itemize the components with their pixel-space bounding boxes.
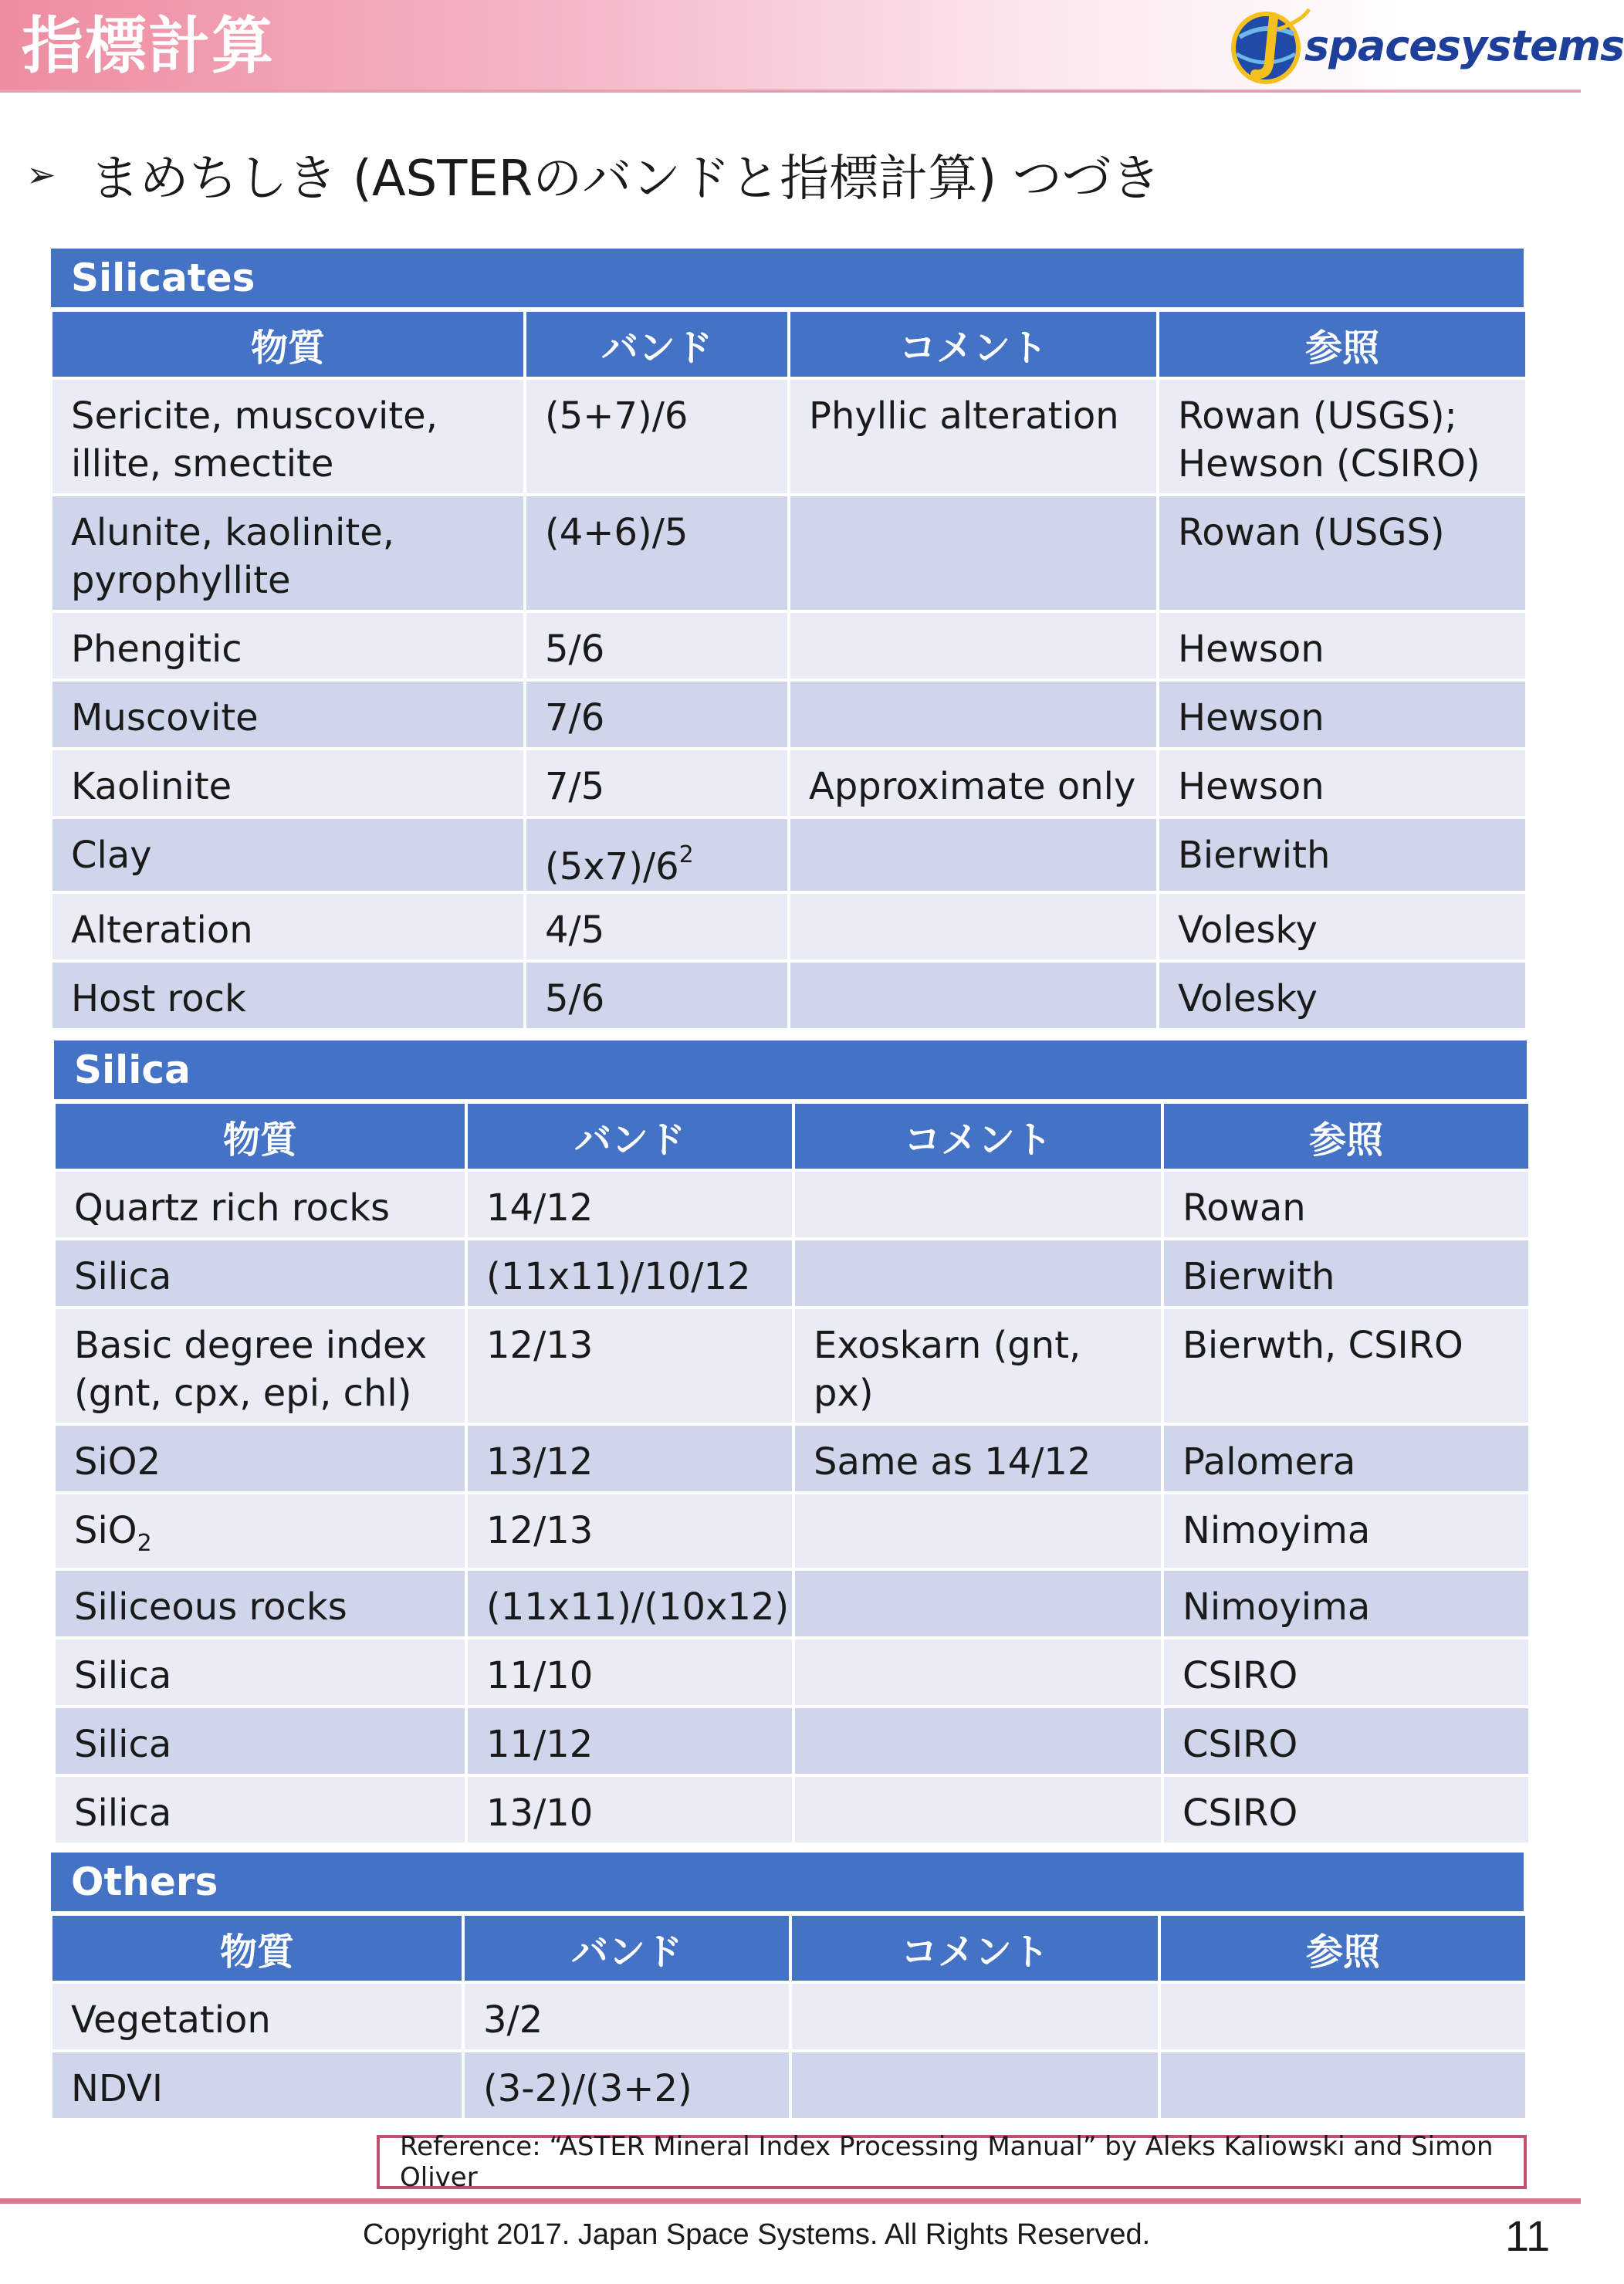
cell-band: 7/5 [525, 749, 789, 817]
cell-comment [789, 892, 1158, 961]
cell-reference: Nimoyima [1162, 1493, 1530, 1569]
band-superscript: 2 [678, 841, 694, 868]
column-header-comment: コメント [793, 1102, 1162, 1170]
cell-substance: Silica [54, 1239, 466, 1308]
cell-comment [793, 1707, 1162, 1775]
cell-reference: Volesky [1158, 961, 1527, 1030]
column-header-reference: 参照 [1159, 1914, 1527, 1982]
table-header-row [51, 1914, 1527, 1982]
cell-band [525, 817, 789, 892]
cell-comment [789, 611, 1158, 680]
cell-substance: Siliceous rocks [54, 1569, 466, 1638]
cell-reference: Rowan (USGS) [1158, 495, 1527, 611]
cell-comment [789, 680, 1158, 749]
cell-reference [1159, 2051, 1527, 2120]
cell-band: (11x11)/(10x12) [466, 1569, 793, 1638]
cell-reference: Hewson [1158, 611, 1527, 680]
table-row [54, 1239, 1530, 1308]
table-row [51, 611, 1527, 680]
cell-reference: Volesky [1158, 892, 1527, 961]
copyright-text: Copyright 2017. Japan Space Systems. All Rights Reserved. [363, 2218, 1151, 2251]
column-header-substance: 物質 [51, 1914, 463, 1982]
column-header-substance: 物質 [54, 1102, 466, 1170]
cell-band: 12/13 [466, 1308, 793, 1424]
others-section [49, 1851, 1525, 2121]
table-row [51, 817, 1527, 892]
cell-comment [793, 1170, 1162, 1239]
cell-substance: Sericite, muscovite, illite, smectite [51, 378, 525, 495]
silica-title: Silica [52, 1039, 1528, 1101]
cell-comment: Same as 14/12 [793, 1424, 1162, 1493]
logo-text: spacesystems [1304, 22, 1624, 70]
table-row [51, 495, 1527, 611]
table-row [51, 680, 1527, 749]
silicates-table [49, 309, 1528, 1031]
page-title: 指標計算 [22, 10, 275, 82]
others-title: Others [49, 1851, 1525, 1913]
cell-comment [793, 1638, 1162, 1707]
header-bar [0, 0, 1624, 91]
others-table [49, 1913, 1528, 2121]
cell-substance: Basic degree index (gnt, cpx, epi, chl) [54, 1308, 466, 1424]
cell-comment: Approximate only [789, 749, 1158, 817]
cell-band: 14/12 [466, 1170, 793, 1239]
cell-reference: Rowan (USGS); Hewson (CSIRO) [1158, 378, 1527, 495]
cell-substance [54, 1493, 466, 1569]
table-row [51, 1982, 1527, 2051]
silica-section [52, 1039, 1528, 1846]
cell-substance: Kaolinite [51, 749, 525, 817]
cell-band: 13/12 [466, 1424, 793, 1493]
column-header-band: バンド [466, 1102, 793, 1170]
cell-reference [1159, 1982, 1527, 2051]
table-row [54, 1569, 1530, 1638]
cell-comment [790, 2051, 1159, 2120]
substance-text: SiO [74, 1509, 137, 1552]
cell-substance: Alteration [51, 892, 525, 961]
cell-comment [793, 1493, 1162, 1569]
cell-substance: Alunite, kaolinite, pyrophyllite [51, 495, 525, 611]
arrow-bullet-icon: ➢ [26, 154, 56, 195]
cell-reference: CSIRO [1162, 1775, 1530, 1844]
table-row [51, 892, 1527, 961]
cell-reference: CSIRO [1162, 1638, 1530, 1707]
cell-comment [790, 1982, 1159, 2051]
reference-note: Reference: “ASTER Mineral Index Processing Manual” by Aleks Kaliowski and Simon Oliver [377, 2135, 1527, 2189]
cell-reference: Bierwth, CSIRO [1162, 1308, 1530, 1424]
silicates-title: Silicates [49, 247, 1525, 309]
company-logo [1229, 6, 1624, 86]
cell-substance: Quartz rich rocks [54, 1170, 466, 1239]
cell-reference: Hewson [1158, 680, 1527, 749]
page-number: 11 [1505, 2211, 1551, 2260]
cell-comment [789, 817, 1158, 892]
substance-subscript: 2 [137, 1530, 152, 1557]
cell-comment [793, 1239, 1162, 1308]
cell-band: 5/6 [525, 961, 789, 1030]
footer-divider [0, 2198, 1581, 2204]
cell-band: 13/10 [466, 1775, 793, 1844]
silicates-section [49, 247, 1525, 1031]
table-header-row [54, 1102, 1530, 1170]
table-row [51, 2051, 1527, 2120]
cell-band: (3-2)/(3+2) [463, 2051, 790, 2120]
column-header-comment: コメント [789, 310, 1158, 378]
cell-band: 3/2 [463, 1982, 790, 2051]
cell-substance: NDVI [51, 2051, 463, 2120]
table-row [54, 1493, 1530, 1569]
table-row [51, 378, 1527, 495]
cell-reference: Bierwith [1162, 1239, 1530, 1308]
cell-band: (11x11)/10/12 [466, 1239, 793, 1308]
table-row [51, 749, 1527, 817]
band-text: (5x7)/6 [545, 845, 679, 888]
column-header-comment: コメント [790, 1914, 1159, 1982]
cell-comment [789, 495, 1158, 611]
cell-comment: Exoskarn (gnt, px) [793, 1308, 1162, 1424]
cell-comment [793, 1569, 1162, 1638]
cell-comment: Phyllic alteration [789, 378, 1158, 495]
cell-reference: Palomera [1162, 1424, 1530, 1493]
subtitle-text: まめちしき (ASTERのバンドと指標計算) つづき [90, 151, 1161, 208]
silica-table [52, 1101, 1531, 1846]
cell-reference: Nimoyima [1162, 1569, 1530, 1638]
subtitle-row [26, 142, 1161, 207]
cell-band: 11/12 [466, 1707, 793, 1775]
cell-reference: Hewson [1158, 749, 1527, 817]
table-row [54, 1170, 1530, 1239]
cell-band: 5/6 [525, 611, 789, 680]
globe-logo-icon [1229, 6, 1314, 86]
cell-comment [789, 961, 1158, 1030]
cell-substance: Silica [54, 1707, 466, 1775]
cell-reference: Rowan [1162, 1170, 1530, 1239]
column-header-band: バンド [525, 310, 789, 378]
cell-substance: Muscovite [51, 680, 525, 749]
table-header-row [51, 310, 1527, 378]
column-header-reference: 参照 [1158, 310, 1527, 378]
cell-band: (4+6)/5 [525, 495, 789, 611]
cell-band: 7/6 [525, 680, 789, 749]
header-divider [0, 90, 1581, 93]
cell-substance: SiO2 [54, 1424, 466, 1493]
cell-substance: Clay [51, 817, 525, 892]
cell-band: (5+7)/6 [525, 378, 789, 495]
cell-substance: Phengitic [51, 611, 525, 680]
table-row [54, 1775, 1530, 1844]
cell-substance: Host rock [51, 961, 525, 1030]
table-row [51, 961, 1527, 1030]
cell-band: 12/13 [466, 1493, 793, 1569]
cell-substance: Silica [54, 1775, 466, 1844]
cell-band: 4/5 [525, 892, 789, 961]
table-row [54, 1308, 1530, 1424]
cell-substance: Vegetation [51, 1982, 463, 2051]
cell-band: 11/10 [466, 1638, 793, 1707]
cell-substance: Silica [54, 1638, 466, 1707]
table-row [54, 1707, 1530, 1775]
column-header-substance: 物質 [51, 310, 525, 378]
column-header-band: バンド [463, 1914, 790, 1982]
table-row [54, 1424, 1530, 1493]
cell-reference: CSIRO [1162, 1707, 1530, 1775]
table-row [54, 1638, 1530, 1707]
column-header-reference: 参照 [1162, 1102, 1530, 1170]
cell-reference: Bierwith [1158, 817, 1527, 892]
cell-comment [793, 1775, 1162, 1844]
